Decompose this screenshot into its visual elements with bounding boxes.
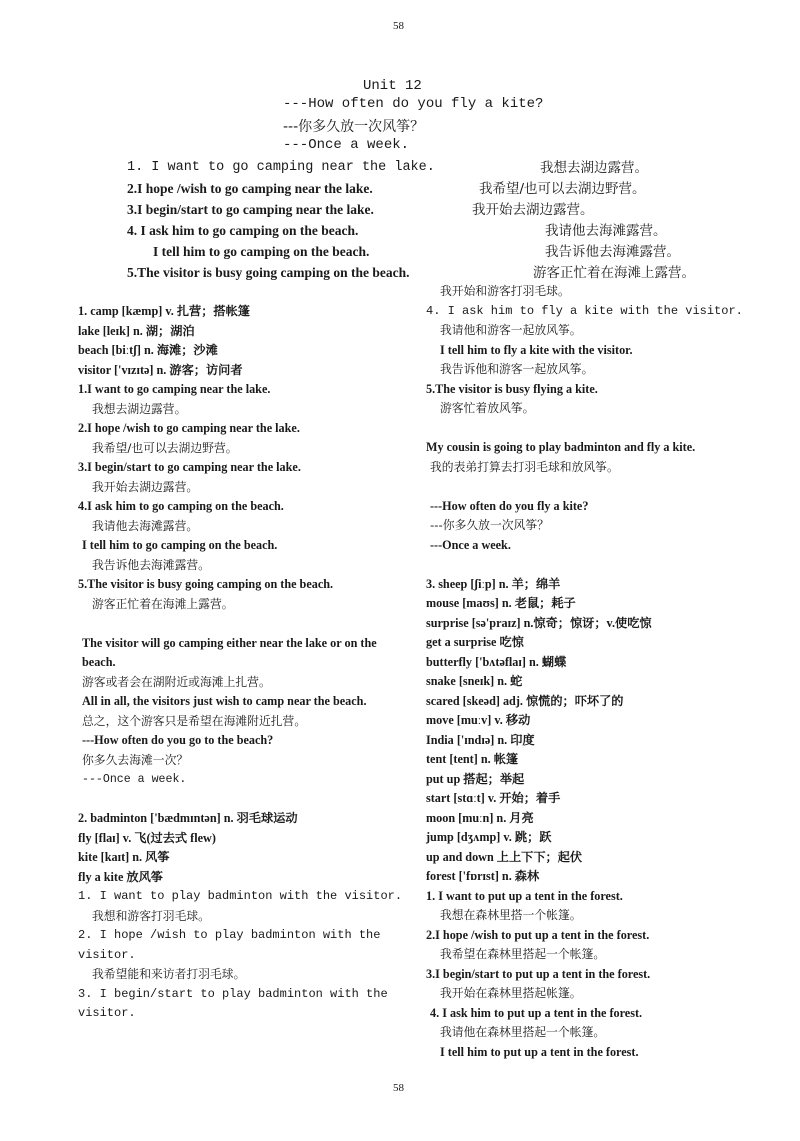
sentence-en: 5.The visitor is busy going camping on the beach. [78, 577, 334, 591]
sentence-cn: 游客忙着放风筝。 [440, 401, 535, 415]
paragraph-cn: 总之，这个游客只是希望在海滩附近扎营。 [82, 713, 307, 728]
sentence-cn: 我告诉他去海滩露营。 [92, 557, 210, 572]
header-question-cn: ---你多久放一次风筝？ [283, 119, 425, 135]
sentence-cn: 我请他去海滩露营。 [92, 518, 199, 533]
sentence-en: I tell him to put up a tent in the forest. [440, 1044, 639, 1059]
paragraph-en: My cousin is going to play badminton and fly a kite. [426, 440, 696, 454]
sentence-en: I tell him to go camping on the beach. [82, 538, 278, 552]
sentence-en: 1.I want to go camping near the lake. [78, 382, 271, 396]
vocab-item: move [muːv] v. 移动 [426, 713, 531, 727]
dialog-question-en: ---How often do you fly a kite? [430, 498, 589, 513]
sentence-cn: 我希望能和来访者打羽毛球。 [92, 967, 246, 981]
sentence-cn: 我开始和游客打羽毛球。 [440, 284, 570, 298]
header-question-en: ---How often do you fly a kite? [283, 96, 544, 112]
vocab-item: visitor ['vɪzɪtə] n. 游客；访问者 [78, 362, 243, 377]
dialog-answer-en: ---Once a week. [82, 773, 187, 786]
vocab-item: mouse [maʊs] n. 老鼠；耗子 [426, 596, 576, 610]
sentence-cn: 我希望在森林里搭起一个帐篷。 [440, 947, 606, 961]
summary-cn-2: 我希望/也可以去湖边野营。 [479, 181, 646, 197]
page-number-bottom: 58 [393, 1082, 404, 1094]
sentence-en: 4. I ask him to put up a tent in the forest. [430, 1005, 643, 1020]
dialog-question-cn: ---你多久放一次风筝？ [430, 518, 549, 532]
right-column [426, 282, 756, 1062]
sentence-en: 5.The visitor is busy flying a kite. [426, 381, 598, 396]
left-column [78, 302, 408, 1024]
sentence-en: 1. I want to play badminton with the visitor. [78, 889, 403, 903]
sentence-cn: 我希望/也可以去湖边野营。 [92, 440, 238, 455]
summary-en-6: 5.The visitor is busy going camping on the beach. [127, 265, 410, 280]
summary-cn-5: 我告诉他去海滩露营。 [545, 244, 680, 260]
vocab-item: India ['ɪndɪə] n. 印度 [426, 732, 535, 747]
vocab-item: start [stɑːt] v. 开始；着手 [426, 791, 561, 805]
unit-title: Unit 12 [363, 78, 422, 94]
summary-en-5: I tell him to go camping on the beach. [153, 244, 370, 259]
summary-cn-1: 我想去湖边露营。 [540, 160, 648, 176]
sentence-cn: 我请他在森林里搭起一个帐篷。 [440, 1025, 606, 1039]
summary-en-1: 1. I want to go camping near the lake. [127, 160, 435, 175]
sentence-en: 3. I begin/start to play badminton with the visitor. [78, 986, 388, 1020]
summary-cn-4: 我请他去海滩露营。 [545, 223, 667, 239]
sentence-cn: 游客正忙着在海滩上露营。 [92, 596, 234, 611]
summary-en-2: 2.I hope /wish to go camping near the lake. [127, 181, 373, 196]
vocab-item: fly a kite 放风筝 [78, 869, 163, 884]
vocab-item: snake [sneɪk] n. 蛇 [426, 674, 523, 688]
sentence-en: 3.I begin/start to put up a tent in the forest. [426, 966, 651, 981]
vocab-item: butterfly ['bʌtəflaɪ] n. 蝴蝶 [426, 654, 567, 669]
sentence-cn: 我开始去湖边露营。 [92, 479, 199, 494]
sentence-en: I tell him to fly a kite with the visitor. [440, 342, 633, 357]
header-answer-en: ---Once a week. [283, 137, 410, 153]
paragraph-en: All in all, the visitors just wish to camp near the beach. [82, 694, 367, 708]
sentence-en: 2.I hope /wish to put up a tent in the forest. [426, 927, 650, 942]
sentence-en: 4. I ask him to fly a kite with the visitor. [426, 303, 743, 318]
paragraph-en: The visitor will go camping either near the lake or on the beach. [82, 635, 377, 669]
vocab-item: 3. sheep [ʃiːp] n. 羊；绵羊 [426, 576, 561, 591]
vocab-item: lake [leɪk] n. 湖；湖泊 [78, 323, 195, 338]
vocab-item: kite [kaɪt] n. 风筝 [78, 850, 170, 864]
vocab-item: beach [biːtʃ] n. 海滩；沙滩 [78, 343, 218, 357]
vocab-item: up and down 上上下下；起伏 [426, 849, 583, 864]
vocab-item: 1. camp [kæmp] v. 扎营；搭帐篷 [78, 304, 250, 318]
sentence-cn: 我想和游客打羽毛球。 [92, 908, 210, 923]
sentence-cn: 我想去湖边露营。 [92, 401, 187, 416]
sentence-en: 2.I hope /wish to go camping near the lake. [78, 421, 300, 435]
page-number-top: 58 [393, 20, 404, 32]
sentence-en: 4.I ask him to go camping on the beach. [78, 499, 284, 513]
sentence-cn: 我想在森林里搭一个帐篷。 [440, 908, 582, 922]
sentence-en: 2. I hope /wish to play badminton with the visitor. [78, 928, 381, 962]
vocab-item: get a surprise 吃惊 [426, 635, 524, 649]
summary-cn-6: 游客正忙着在海滩上露营。 [533, 265, 695, 281]
vocab-item: 2. badminton ['bædmɪntən] n. 羽毛球运动 [78, 811, 298, 825]
paragraph-cn: 我的表弟打算去打羽毛球和放风筝。 [430, 459, 619, 474]
dialog-question-cn: 你多久去海滩一次？ [82, 752, 189, 767]
summary-cn-3: 我开始去湖边露营。 [472, 202, 594, 218]
dialog-answer-en: ---Once a week. [430, 537, 511, 552]
sentence-en: 3.I begin/start to go camping near the lake. [78, 460, 301, 474]
vocab-item: put up 搭起；举起 [426, 771, 525, 786]
vocab-item: tent [tent] n. 帐篷 [426, 752, 519, 766]
sentence-cn: 我开始在森林里搭起帐篷。 [440, 986, 582, 1000]
summary-en-4: 4. I ask him to go camping on the beach. [127, 223, 359, 238]
vocab-item: fly [flaɪ] v. 飞(过去式 flew) [78, 830, 216, 845]
vocab-item: jump [dʒʌmp] v. 跳；跃 [426, 830, 552, 844]
vocab-item: forest ['fɒrɪst] n. 森林 [426, 869, 540, 883]
vocab-item: scared [skeəd] adj. 惊慌的；吓坏了的 [426, 693, 624, 708]
sentence-cn: 我告诉他和游客一起放风筝。 [440, 362, 594, 376]
vocab-item: moon [muːn] n. 月亮 [426, 810, 534, 825]
vocab-item: surprise [sə'praɪz] n.惊奇；惊讶；v.使吃惊 [426, 615, 652, 630]
sentence-en: 1. I want to put up a tent in the forest. [426, 888, 623, 903]
paragraph-cn: 游客或者会在湖附近或海滩上扎营。 [82, 674, 271, 689]
dialog-question-en: ---How often do you go to the beach? [82, 733, 274, 747]
sentence-cn: 我请他和游客一起放风筝。 [440, 323, 582, 337]
summary-en-3: 3.I begin/start to go camping near the lake. [127, 202, 374, 217]
